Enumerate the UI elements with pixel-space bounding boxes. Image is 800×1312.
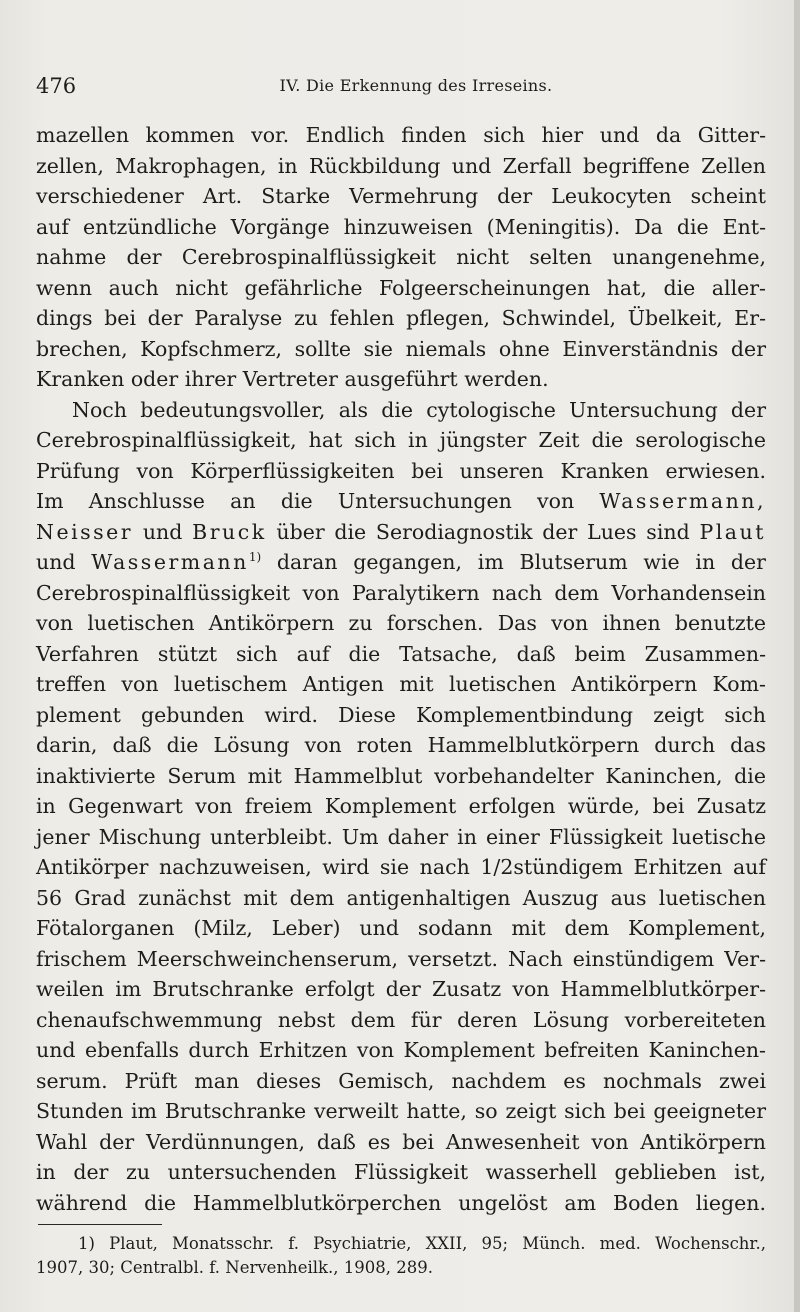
- footnote-reference: 1): [248, 550, 262, 565]
- running-head: IV. Die Erkennung des Irreseins.: [279, 76, 553, 95]
- text-line: und ebenfalls durch Erhitzen von Komplement befreiten Kaninchen-: [36, 1038, 766, 1062]
- text-line: Fötalorganen (Milz, Leber) und sodann mit dem Komplement,: [36, 916, 766, 940]
- page-header: [36, 72, 756, 100]
- text-line: nahme der Cerebrospinalflüssigkeit nicht selten unangenehme,: [36, 245, 766, 269]
- author-name: Bruck: [192, 519, 267, 544]
- author-name: Plaut: [699, 519, 766, 544]
- page-number: 476: [36, 74, 77, 98]
- page-edge-shadow: [794, 0, 800, 1312]
- paragraph-start-line: Noch bedeutungsvoller, als die cytologische Untersuchung der: [72, 397, 766, 422]
- text-line: auf entzündliche Vorgänge hinzuweisen (Meningitis). Da die Ent-: [36, 214, 766, 239]
- text-line: weilen im Brutschranke erfolgt der Zusatz von Hammelblutkörper-: [36, 977, 766, 1001]
- text-line: in der zu untersuchenden Flüssigkeit wasserhell geblieben ist,: [36, 1160, 766, 1184]
- text-line: Prüfung von Körperflüssigkeiten bei unseren Kranken erwiesen.: [36, 458, 766, 483]
- text-line: inaktivierte Serum mit Hammelblut vorbehandelter Kaninchen, die: [36, 763, 766, 788]
- text-line: wenn auch nicht gefährliche Folgeerscheinungen hat, die aller-: [36, 275, 766, 300]
- text-line: plement gebunden wird. Diese Komplementbindung zeigt sich: [36, 702, 766, 727]
- author-name: Wassermann: [91, 550, 249, 574]
- text-line: 56 Grad zunächst mit dem antigenhaltigen Auszug aus luetischen: [36, 885, 766, 910]
- text-segment: stündigem Erhitzen auf: [513, 855, 766, 879]
- text-line-with-names: [36, 517, 766, 548]
- text-line-with-names: [36, 486, 766, 517]
- text-line: Cerebrospinalflüssigkeit von Paralytikern nach dem Vorhandensein: [36, 580, 766, 605]
- author-name: Neisser: [36, 519, 134, 544]
- fraction: 1/2: [480, 855, 514, 879]
- text-line: Wahl der Verdünnungen, daß es bei Anwesenheit von Antikörpern: [36, 1129, 766, 1154]
- text-line: brechen, Kopfschmerz, sollte sie niemals ohne Einverständnis der: [36, 336, 766, 361]
- text-line: Kranken oder ihrer Vertreter ausgeführt werden.: [36, 367, 549, 391]
- author-name: Wassermann,: [599, 489, 766, 513]
- text-line: treffen von luetischem Antigen mit luetischen Antikörpern Kom-: [36, 672, 766, 696]
- footnote-line: 1) Plaut, Monatsschr. f. Psychiatrie, XXII, 95; Münch. med. Wochenschr.,: [78, 1234, 766, 1253]
- text-line: jener Mischung unterbleibt. Um daher in einer Flüssigkeit luetische: [36, 824, 766, 849]
- text-line: verschiedener Art. Starke Vermehrung der Leukocyten scheint: [36, 184, 766, 208]
- text-segment: Antikörper nachzuweisen, wird sie nach: [36, 855, 470, 879]
- text-line-with-names: [36, 547, 766, 578]
- text-line: chenaufschwemmung nebst dem für deren Lösung vorbereiteten: [36, 1007, 766, 1032]
- text-segment: daran gegangen, im Blutserum wie in der: [276, 550, 766, 574]
- footnotes: [36, 1232, 766, 1280]
- text-line: dings bei der Paralyse zu fehlen pflegen, Schwindel, Übelkeit, Er-: [36, 306, 766, 330]
- text-line: Stunden im Brutschranke verweilt hatte, so zeigt sich bei geeigneter: [36, 1099, 766, 1123]
- text-segment: und: [142, 519, 183, 544]
- text-line: von luetischen Antikörpern zu forschen. Das von ihnen benutzte: [36, 611, 766, 635]
- text-segment: über die Serodiagnostik der Lues sind: [276, 519, 690, 544]
- text-line: frischem Meerschweinchenserum, versetzt. Nach einstündigem Ver-: [36, 946, 766, 971]
- text-segment: und: [36, 550, 76, 574]
- footnote-line: 1907, 30; Centralbl. f. Nervenheilk., 1908, 289.: [36, 1258, 433, 1277]
- text-line: Cerebrospinalflüssigkeit, hat sich in jüngster Zeit die serologische: [36, 428, 766, 452]
- text-line: mazellen kommen vor. Endlich finden sich hier und da Gitter-: [36, 123, 766, 147]
- text-line-with-fraction: [36, 852, 766, 883]
- text-line: darin, daß die Lösung von roten Hammelblutkörpern durch das: [36, 733, 766, 757]
- text-line: während die Hammelblutkörperchen ungelöst am Boden liegen.: [36, 1190, 766, 1215]
- text-line: serum. Prüft man dieses Gemisch, nachdem es nochmals zwei: [36, 1068, 766, 1093]
- text-segment: Im Anschlusse an die Untersuchungen von: [36, 489, 575, 513]
- text-line: in Gegenwart von freiem Komplement erfolgen würde, bei Zusatz: [36, 794, 766, 818]
- text-line: zellen, Makrophagen, in Rückbildung und Zerfall begriffene Zellen: [36, 153, 766, 178]
- footnote-divider: [38, 1224, 162, 1225]
- body-text: [36, 120, 766, 1218]
- text-line: Verfahren stützt sich auf die Tatsache, daß beim Zusammen-: [36, 641, 766, 666]
